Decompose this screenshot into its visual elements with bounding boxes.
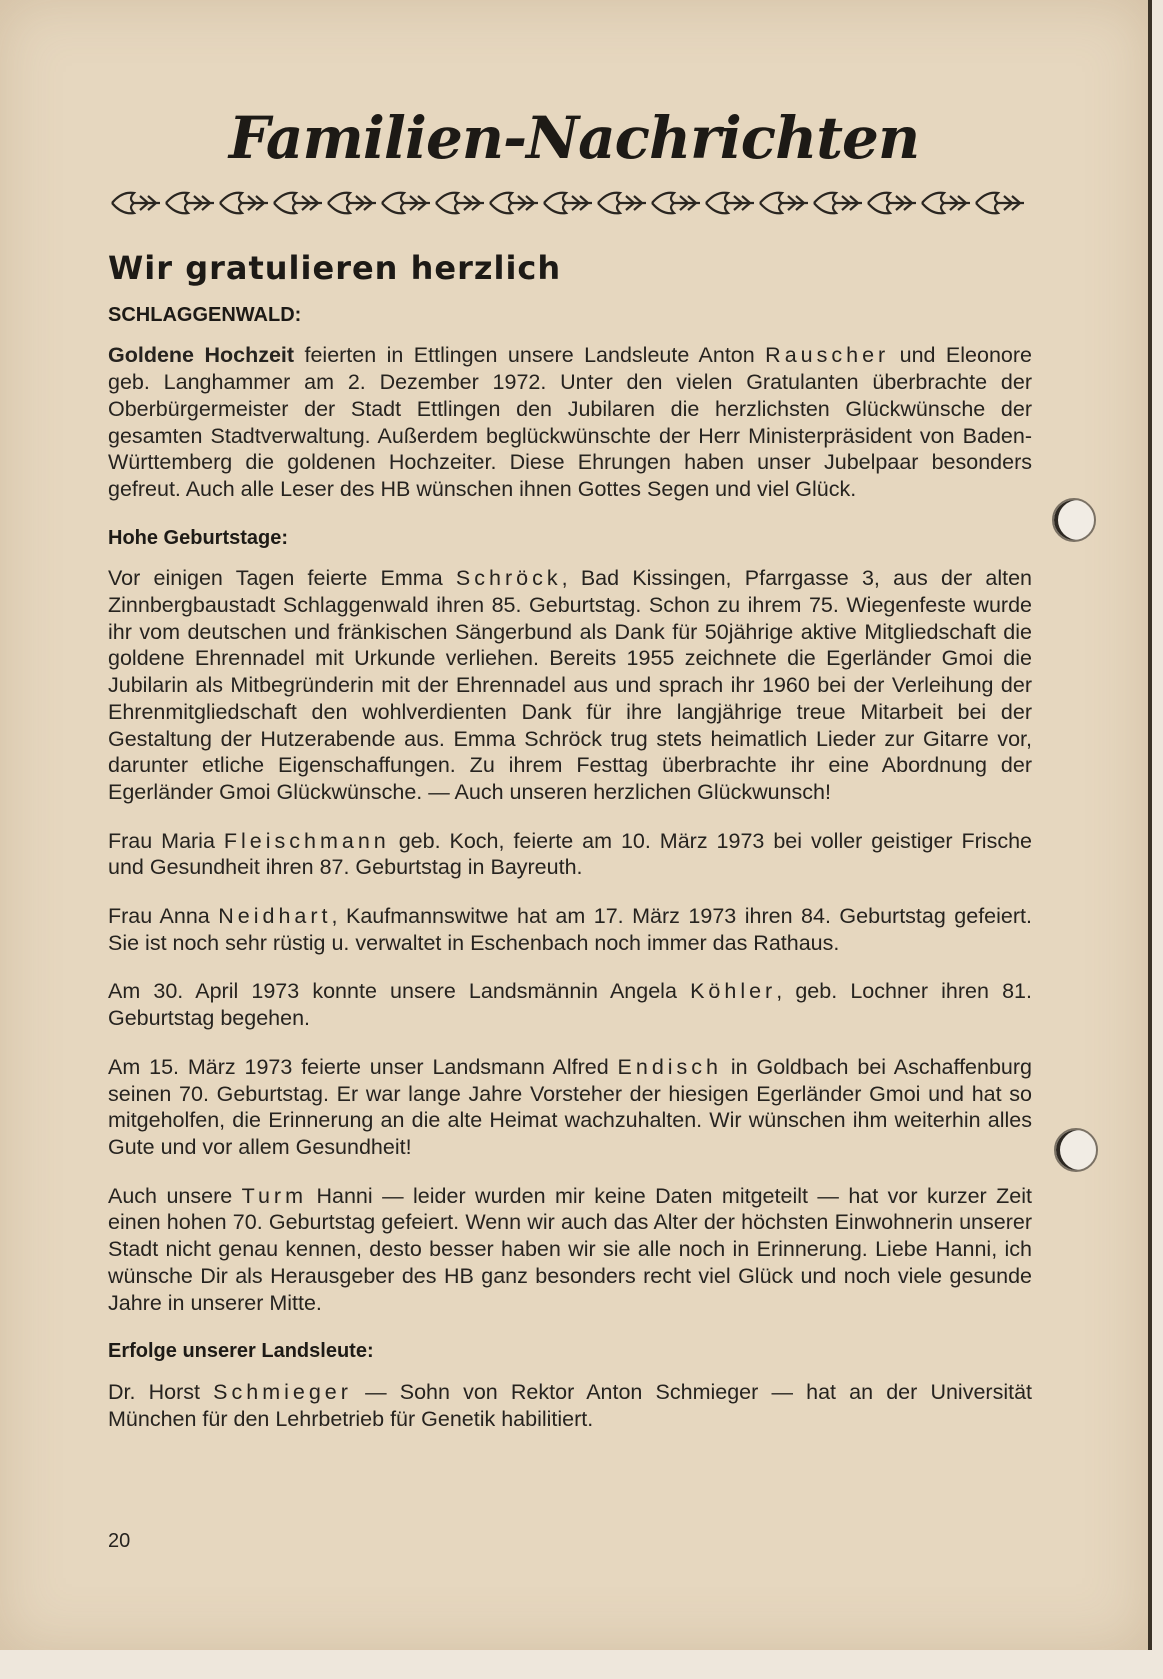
ornament-motif	[868, 193, 916, 214]
text-run: feierten in Ettlingen unsere Landsleute Anton	[294, 343, 766, 368]
text-run: Hanni — leider wurden mir keine Daten mitgeteilt — hat vor kurzer Zeit einen hohen 70. Geburtstag gefeiert. Wenn wir auch das Alter der höchsten Einwohnerin unserer Stadt nicht genau kennen, desto besser haben wir sie alle noch in Erinnerung. Liebe Hanni, ich wünsche Dir als Herausgeber des HB ganz besonders recht viel Glück und noch viele gesunde Jahre in unserer Mitte.	[108, 1183, 1033, 1315]
article-body	[108, 249, 1033, 1454]
paragraph-golden-wedding	[108, 342, 1032, 502]
ornament-motif	[328, 193, 376, 214]
text-run: Vor einigen Tagen feierte Emma	[108, 566, 456, 591]
text-run: und Eleonore geb. Langhammer am 2. Dezember 1972. Unter den vielen Gratulanten überbrachte der Oberbürgermeister der Stadt Ettlingen den Jubilaren die herzlichsten Glückwünsche der gesamten Stadtverwaltung. Außerdem beglückwünschte der Herr Ministerpräsident von Baden-Württemberg die goldenen Hochzeiter. Diese Ehrungen haben unser Jubelpaar besonders gefreut. Auch alle Leser des HB wünschen ihnen Gottes Segen und viel Glück.	[108, 343, 1032, 501]
name-turm: Turm	[241, 1183, 308, 1208]
heading-schlaggenwald: SCHLAGGENWALD:	[108, 303, 302, 326]
ornament-motif	[112, 193, 160, 214]
section-subtitle: Wir gratulieren herzlich	[108, 249, 562, 287]
ornament-motif	[220, 193, 268, 214]
name-schroeck: Schröck	[455, 566, 562, 591]
ornament-motif	[598, 193, 646, 214]
ornament-motif	[436, 193, 484, 214]
name-neidhart: Neidhart	[218, 904, 332, 929]
ornament-motif	[652, 193, 700, 214]
text-run: in Goldbach bei Aschaffenburg seinen 70. Geburtstag. Er war lange Jahre Vorsteher der hiesigen Egerländer Gmoi und hat so mitgeholfen, die Erinnerung an die alte Heimat wachzuhalten. Wir wünschen ihm weiterhin alles Gute und vor allem Gesundheit!	[108, 1054, 1032, 1159]
ornament-motif	[166, 193, 214, 214]
text-run: Frau Anna	[108, 904, 219, 929]
ornament-motif	[274, 193, 322, 214]
text-run: geb. Koch, feierte am 10. März 1973 bei voller geistiger Frische und Gesundheit ihren 87. Geburtstag in Bayreuth.	[108, 828, 1032, 880]
text-run: , geb. Lochner ihren 81. Geburtstag begehen.	[108, 979, 1032, 1031]
name-koehler: Köhler	[690, 979, 777, 1004]
text-run: Frau Maria	[108, 828, 224, 853]
ornament-motif	[814, 193, 862, 214]
punch-hole	[1052, 498, 1096, 542]
ornament-motif	[382, 193, 430, 214]
page-title: Familien-Nachrichten	[228, 104, 920, 172]
paragraph-turm	[108, 1183, 1032, 1317]
heading-successes: Erfolge unserer Landsleute:	[108, 1340, 374, 1363]
text-run: , Bad Kissingen, Pfarrgasse 3, aus der alten Zinnbergbaustadt Schlaggenwald ihren 85. Geburtstag. Schon zu ihrem 75. Wiegenfeste wurde ihr vom deutschen und fränkischen Sängerbund als Dank für 50jährige aktive Mitgliedschaft die goldene Ehrennadel mit Urkunde verliehen. Bereits 1955 zeichnete die Egerländer Gmoi die Jubilarin als Mitbegründerin mit der Ehrennadel aus und sprach ihr 1960 bei der Verleihung der Ehrenmitgliedschaft den wohlverdienten Dank für ihre langjährige treue Mitarbeit bei der Gestaltung der Hutzerabende aus. Emma Schröck trug stets heimatlich Lieder zur Gitarre vor, darunter etliche Eigenschaffungen. Zu ihrem Festtag überbrachte ihr eine Abordnung der Egerländer Gmoi Glückwünsche. — Auch unseren herzlichen Glückwunsch!	[108, 566, 1032, 804]
paragraph-neidhart	[108, 903, 1032, 956]
paragraph-schmieger	[108, 1379, 1032, 1432]
paragraph-schroeck	[108, 565, 1032, 805]
heading-birthdays: Hohe Geburtstage:	[108, 526, 289, 549]
ornament-motif	[976, 193, 1024, 214]
name-schmieger: Schmieger	[213, 1379, 352, 1404]
ornament-motif	[544, 193, 592, 214]
paragraph-endisch	[108, 1054, 1032, 1161]
ornament-motif	[490, 193, 538, 214]
text-run: Dr. Horst	[108, 1379, 214, 1404]
text-run: Auch unsere	[108, 1183, 242, 1208]
text-run: Am 15. März 1973 feierte unser Landsmann Alfred	[108, 1054, 618, 1079]
ornament-motif	[706, 193, 754, 214]
punch-hole	[1054, 1128, 1098, 1172]
page-number: 20	[108, 1530, 131, 1552]
text-run: , Kaufmannswitwe hat am 17. März 1973 ihren 84. Geburtstag gefeiert. Sie ist noch sehr rüstig u. verwaltet in Eschenbach noch immer das Rathaus.	[108, 904, 1032, 955]
name-rauscher: Rauscher	[765, 343, 890, 368]
name-endisch: Endisch	[617, 1054, 723, 1079]
paragraph-fleischmann	[108, 828, 1032, 881]
ornament-motif	[760, 193, 808, 214]
decorative-border-ornament	[108, 186, 1028, 220]
name-fleischmann: Fleischmann	[223, 828, 390, 853]
ornament-motif	[922, 193, 970, 214]
text-run: Am 30. April 1973 konnte unsere Landsmännin Angela	[108, 979, 691, 1004]
paragraph-koehler	[108, 978, 1032, 1031]
golden-wedding-label: Goldene Hochzeit	[108, 343, 295, 368]
text-run: — Sohn von Rektor Anton Schmieger — hat an der Universität München für den Lehrbetrieb für Genetik habilitiert.	[108, 1379, 1032, 1431]
